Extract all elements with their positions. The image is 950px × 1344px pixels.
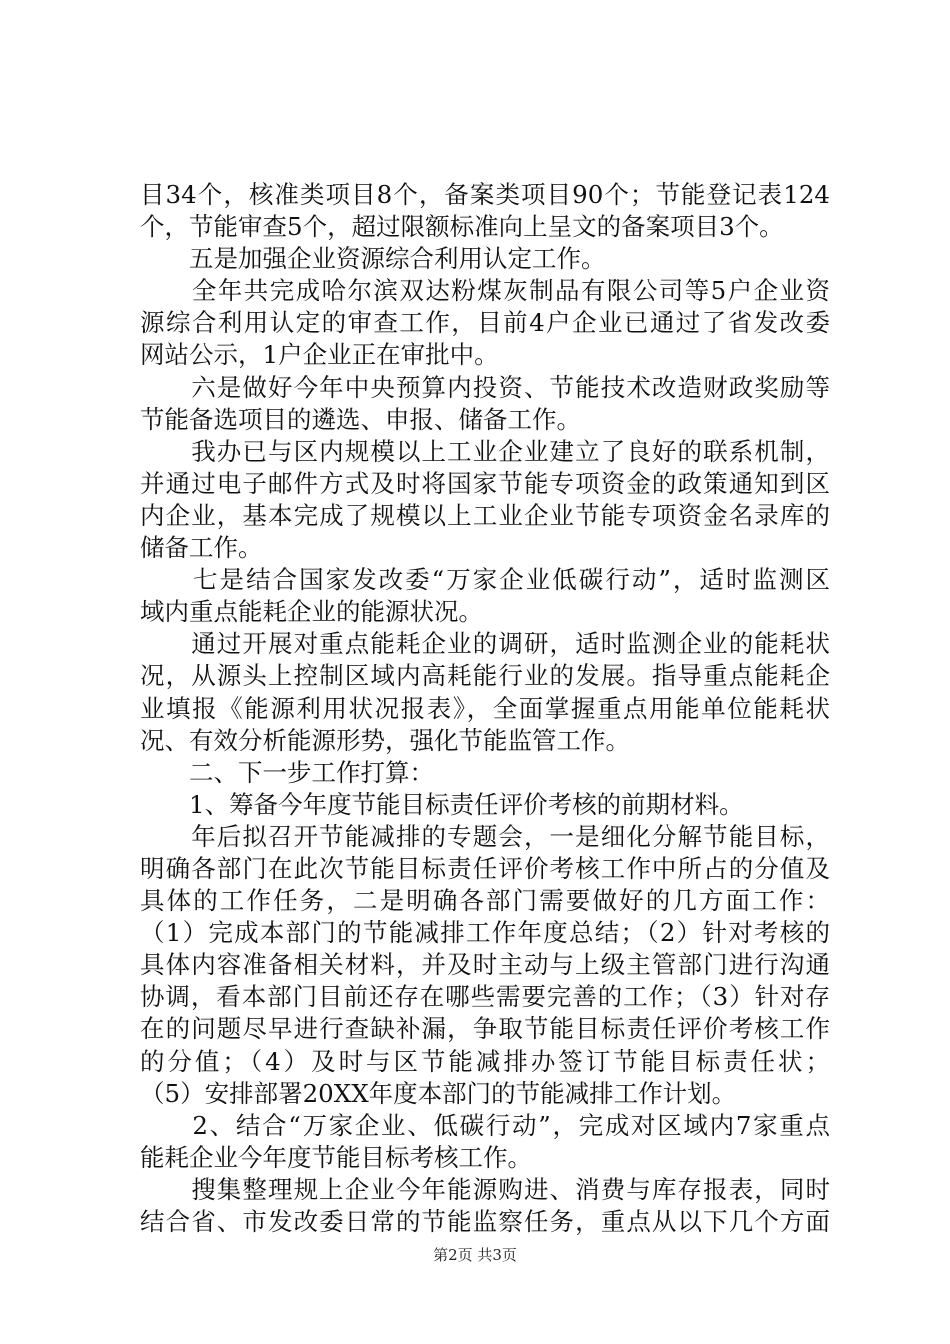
text-line: 结合省、市发改委日常的节能监察任务，重点从以下几个方面: [140, 1207, 830, 1236]
text-line: 目34个，核准类项目8个，备案类项目90个；节能登记表124: [140, 180, 830, 209]
text-line: 全年共完成哈尔滨双达粉煤灰制品有限公司等5户企业资: [140, 276, 830, 306]
text-line: 年后拟召开节能减排的专题会，一是细化分解节能目标，: [140, 821, 830, 851]
text-line: 五是加强企业资源综合利用认定工作。: [140, 244, 606, 274]
text-line: 储备工作。: [140, 533, 263, 563]
text-line: 具体的工作任务，二是明确各部门需要做好的几方面工作：: [140, 886, 830, 916]
text-line: 并通过电子邮件方式及时将国家节能专项资金的政策通知到区: [140, 468, 830, 498]
text-line: （1）完成本部门的节能减排工作年度总结；（2）针对考核的: [140, 918, 830, 948]
text-line: 源综合利用认定的审查工作，目前4户企业已通过了省发改委: [140, 308, 830, 338]
text-line: 业填报《能源利用状况报表》，全面掌握重点用能单位能耗状: [140, 693, 830, 723]
text-line: 节能备选项目的遴选、申报、储备工作。: [140, 404, 581, 434]
text-line: 能耗企业今年度节能目标考核工作。: [140, 1142, 532, 1172]
text-line: 域内重点能耗企业的能源状况。: [140, 597, 483, 627]
text-line: 在的问题尽早进行查缺补漏，争取节能目标责任评价考核工作: [140, 1014, 830, 1044]
text-line: 网站公示，1户企业正在审批中。: [140, 340, 499, 370]
text-line: 况、有效分析能源形势，强化节能监管工作。: [140, 725, 630, 755]
text-line: 内企业，基本完成了规模以上工业企业节能专项资金名录库的: [140, 500, 830, 530]
text-line: 协调，看本部门目前还存在哪些需要完善的工作；（3）针对存: [140, 982, 830, 1012]
text-line: 七是结合国家发改委“万家企业低碳行动”，适时监测区: [140, 565, 830, 595]
text-line: 的分值；（4）及时与区节能减排办签订节能目标责任状；: [140, 1046, 830, 1076]
text-line: 二、下一步工作打算：: [140, 757, 434, 787]
text-line: 况，从源头上控制区域内高耗能行业的发展。指导重点能耗企: [140, 661, 830, 691]
text-line: 六是做好今年中央预算内投资、节能技术改造财政奖励等: [140, 372, 830, 402]
document-body: [140, 179, 830, 1238]
text-line: 搜集整理规上企业今年能源购进、消费与库存报表，同时: [140, 1174, 830, 1204]
text-line: 我办已与区内规模以上工业企业建立了良好的联系机制，: [140, 436, 830, 466]
text-line: 1、筹备今年度节能目标责任评价考核的前期材料。: [140, 789, 744, 819]
text-line: 明确各部门在此次节能目标责任评价考核工作中所占的分值及: [140, 853, 830, 883]
text-line: （5）安排部署20XX年度本部门的节能减排工作计划。: [140, 1078, 737, 1108]
text-line: 通过开展对重点能耗企业的调研，适时监测企业的能耗状: [140, 629, 830, 659]
text-line: 2、结合“万家企业、低碳行动”，完成对区域内7家重点: [140, 1110, 830, 1140]
page-footer: 第2页 共3页: [433, 1246, 517, 1264]
text-line: 具体内容准备相关材料，并及时主动与上级主管部门进行沟通: [140, 950, 830, 980]
text-line: 个，节能审查5个，超过限额标准向上呈文的备案项目3个。: [140, 212, 784, 242]
